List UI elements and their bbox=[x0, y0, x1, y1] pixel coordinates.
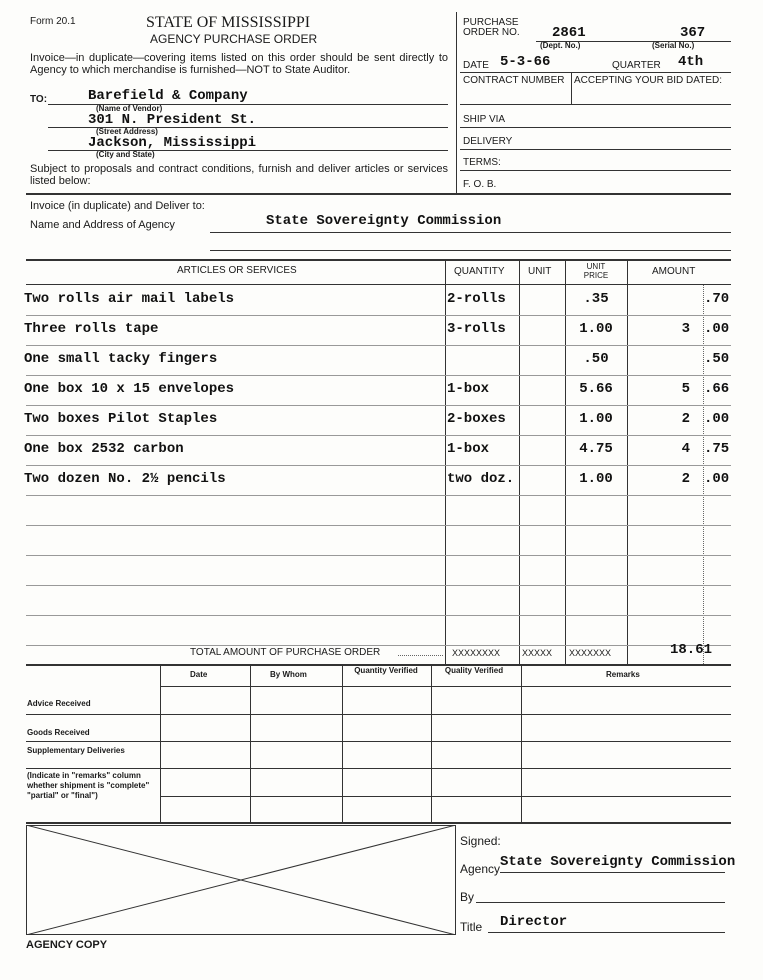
goods-received-label: Goods Received bbox=[27, 728, 90, 737]
item-unit-price: .35 bbox=[583, 291, 609, 307]
to-label: TO: bbox=[30, 94, 48, 105]
signed-label: Signed: bbox=[460, 834, 501, 848]
item-article: One box 10 x 15 envelopes bbox=[24, 381, 235, 397]
item-article: Two boxes Pilot Staples bbox=[24, 411, 218, 427]
po-number-label: PURCHASE ORDER NO. bbox=[463, 17, 520, 38]
serial-number-label: (Serial No.) bbox=[652, 41, 695, 50]
item-article: Two dozen No. 2½ pencils bbox=[24, 471, 226, 487]
total-quantity-x: XXXXXXXX bbox=[452, 648, 501, 658]
total-unit-x: XXXXX bbox=[522, 648, 553, 658]
unit-header: UNIT bbox=[528, 266, 552, 277]
agency-name: State Sovereignty Commission bbox=[266, 213, 502, 229]
item-unit-price: 5.66 bbox=[579, 381, 613, 397]
agency-address-label: Name and Address of Agency bbox=[30, 219, 175, 231]
invoice-instructions: Invoice—in duplicate—covering items listed on this order should be sent directly to Agency to which merchandise is furnished—NOT to State Auditor. bbox=[30, 52, 448, 76]
contract-number-label: CONTRACT NUMBER bbox=[463, 75, 565, 86]
form-number: Form 20.1 bbox=[30, 16, 76, 27]
quantity-verified-header: Quantity Verified bbox=[354, 666, 418, 675]
remarks-column-header: Remarks bbox=[606, 670, 640, 679]
item-amount-cents: .00 bbox=[704, 411, 730, 427]
quality-verified-header: Quality Verified bbox=[444, 666, 504, 675]
item-amount-cents: .00 bbox=[704, 471, 730, 487]
item-article: One small tacky fingers bbox=[24, 351, 218, 367]
dept-number-label: (Dept. No.) bbox=[540, 41, 581, 50]
quarter-label: QUARTER bbox=[612, 60, 661, 71]
agency-copy-label: AGENCY COPY bbox=[26, 939, 108, 951]
item-unit-price: .50 bbox=[583, 351, 609, 367]
item-unit-price: 1.00 bbox=[579, 411, 613, 427]
item-amount-dollars: 4 bbox=[681, 441, 690, 457]
item-quantity: 2-boxes bbox=[447, 411, 506, 427]
quantity-header: QUANTITY bbox=[454, 266, 505, 277]
item-amount-cents: .70 bbox=[704, 291, 730, 307]
state-title: STATE OF MISSISSIPPI bbox=[146, 14, 311, 31]
item-amount-cents: .00 bbox=[704, 321, 730, 337]
by-label: By bbox=[460, 890, 475, 904]
item-article: Three rolls tape bbox=[24, 321, 159, 337]
terms-label: TERMS: bbox=[463, 157, 501, 168]
item-unit-price: 1.00 bbox=[579, 321, 613, 337]
by-whom-column-header: By Whom bbox=[270, 670, 307, 679]
item-quantity: 3-rolls bbox=[447, 321, 506, 337]
title-label: Title bbox=[460, 920, 483, 934]
unit-price-header: UNIT PRICE bbox=[583, 262, 609, 280]
total-price-x: XXXXXXX bbox=[569, 648, 612, 658]
item-amount-dollars: 2 bbox=[681, 471, 690, 487]
order-date: 5-3-66 bbox=[500, 54, 551, 70]
supplementary-deliveries-label: Supplementary Deliveries bbox=[27, 746, 125, 755]
item-amount-cents: .75 bbox=[704, 441, 730, 457]
item-quantity: 1-box bbox=[447, 381, 490, 397]
item-article: One box 2532 carbon bbox=[24, 441, 184, 457]
vendor-name-label: (Name of Vendor) bbox=[96, 104, 163, 113]
vendor-name: Barefield & Company bbox=[88, 88, 248, 104]
signature-agency: State Sovereignty Commission bbox=[500, 854, 736, 870]
item-amount-cents: .50 bbox=[704, 351, 730, 367]
date-label: DATE bbox=[463, 60, 489, 71]
invoice-deliver-label: Invoice (in duplicate) and Deliver to: bbox=[30, 200, 205, 212]
amount-header: AMOUNT bbox=[652, 266, 696, 277]
ship-via-label: SHIP VIA bbox=[463, 114, 506, 125]
total-amount: 18.61 bbox=[670, 642, 713, 658]
item-amount-dollars: 3 bbox=[681, 321, 690, 337]
vendor-city: Jackson, Mississippi bbox=[88, 135, 257, 151]
signature-agency-label: Agency bbox=[460, 862, 501, 876]
item-amount-dollars: 5 bbox=[681, 381, 690, 397]
item-amount-dollars: 2 bbox=[681, 411, 690, 427]
accepting-bid-label: ACCEPTING YOUR BID DATED: bbox=[574, 75, 722, 86]
street-label: (Street Address) bbox=[96, 127, 158, 136]
delivery-label: DELIVERY bbox=[463, 136, 513, 147]
item-quantity: two doz. bbox=[447, 471, 515, 487]
item-quantity: 2-rolls bbox=[447, 291, 506, 307]
remarks-instruction-note: (Indicate in "remarks" column whether shipment is "complete" "partial" or "final") bbox=[27, 771, 150, 800]
item-amount-cents: .66 bbox=[704, 381, 730, 397]
serial-number: 367 bbox=[680, 25, 706, 41]
total-label: TOTAL AMOUNT OF PURCHASE ORDER bbox=[190, 647, 381, 658]
subject-note: Subject to proposals and contract conditions, furnish and deliver articles or services listed below: bbox=[30, 163, 448, 187]
dept-number: 2861 bbox=[552, 25, 586, 41]
date-column-header: Date bbox=[190, 670, 208, 679]
quarter-value: 4th bbox=[678, 54, 704, 70]
item-unit-price: 4.75 bbox=[579, 441, 613, 457]
item-quantity: 1-box bbox=[447, 441, 490, 457]
document-title: AGENCY PURCHASE ORDER bbox=[150, 32, 318, 46]
articles-header: ARTICLES OR SERVICES bbox=[177, 265, 297, 276]
crossed-out-box bbox=[26, 825, 456, 935]
signature-title: Director bbox=[500, 914, 568, 930]
city-label: (City and State) bbox=[96, 150, 155, 159]
advice-received-label: Advice Received bbox=[27, 699, 91, 708]
fob-label: F. O. B. bbox=[463, 179, 497, 190]
vendor-street: 301 N. President St. bbox=[88, 112, 257, 128]
item-unit-price: 1.00 bbox=[579, 471, 613, 487]
item-article: Two rolls air mail labels bbox=[24, 291, 235, 307]
